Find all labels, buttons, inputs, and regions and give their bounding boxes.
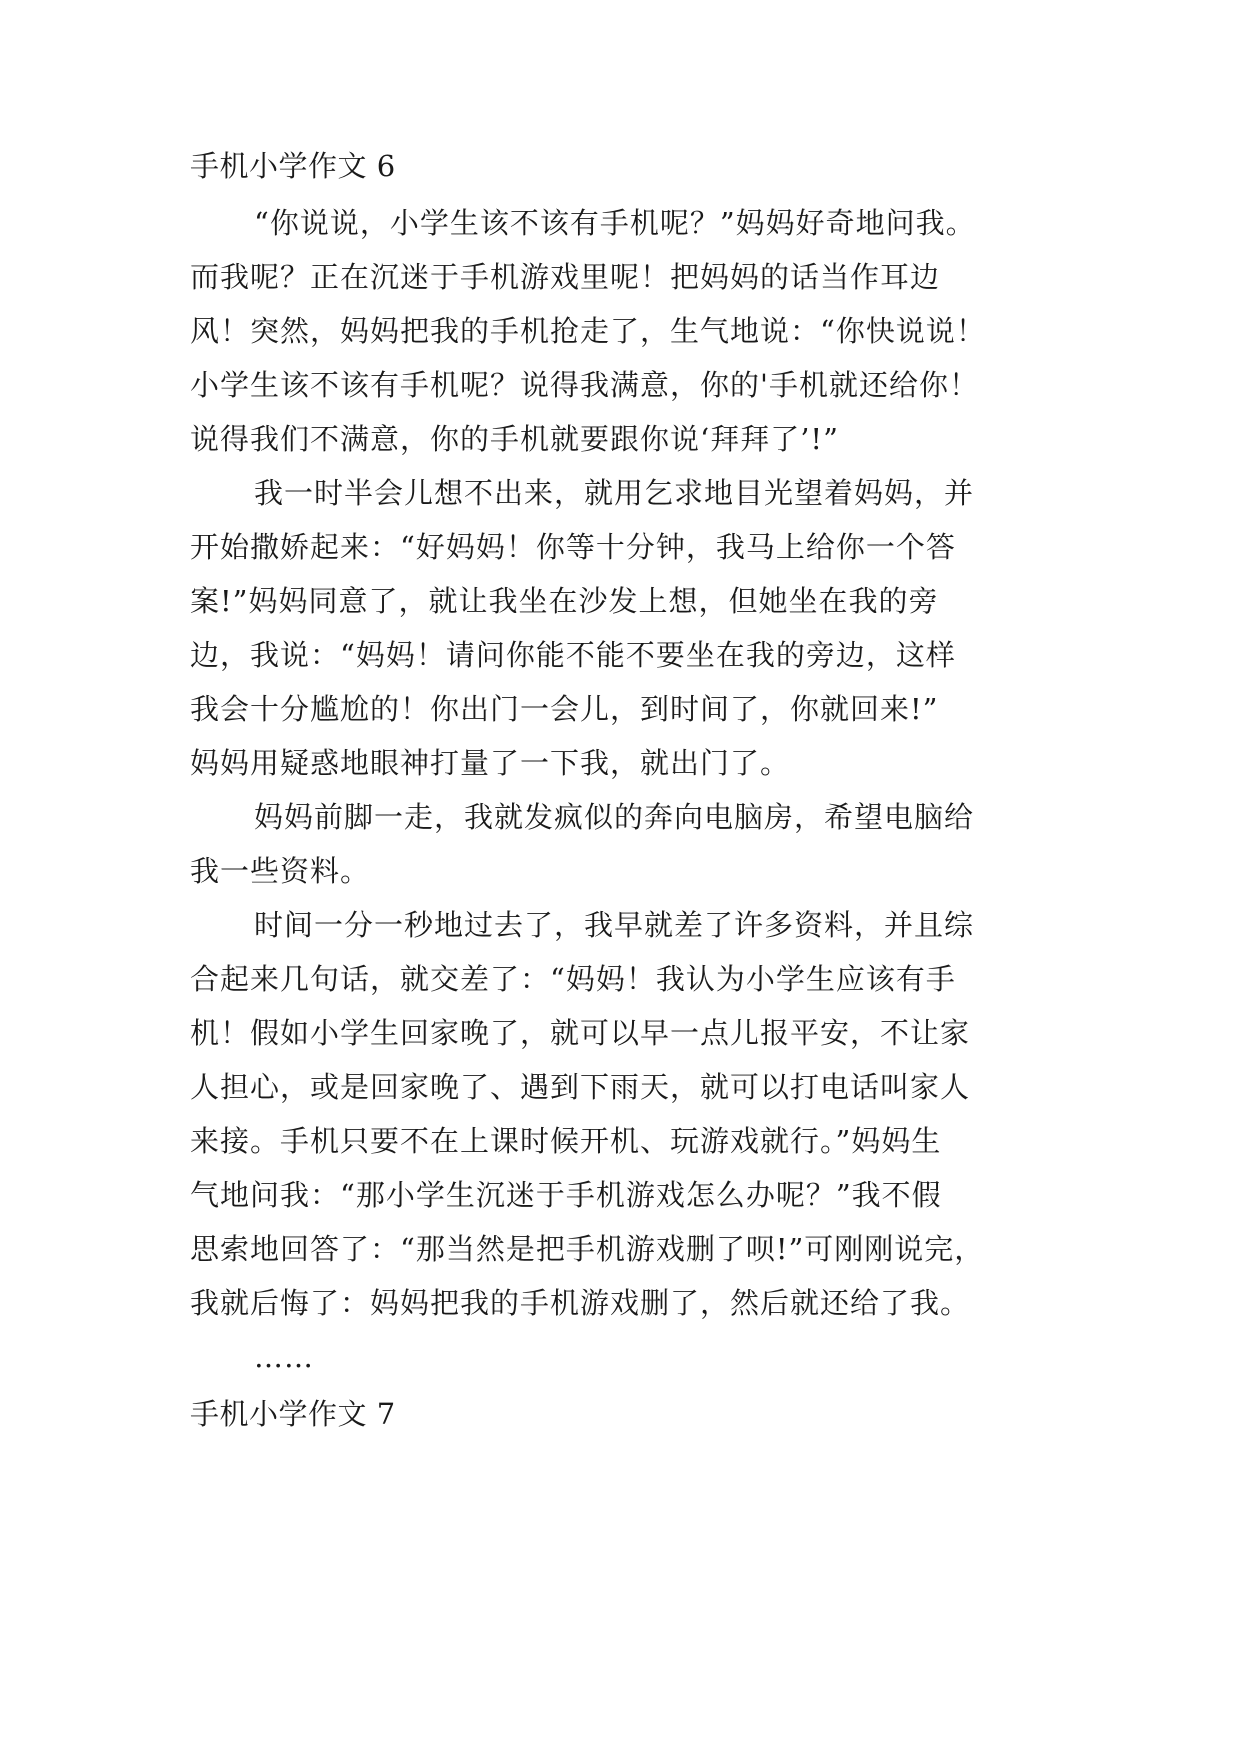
paragraph-3-line-2: 我一些资料。	[190, 854, 371, 888]
paragraph-1-line-5: 说得我们不满意，你的手机就要跟你说‘拜拜了’!”	[190, 422, 839, 456]
paragraph-4-line-3: 机！假如小学生回家晚了，就可以早一点儿报平安，不让家	[190, 1016, 971, 1050]
paragraph-4-line-8: 我就后悔了：妈妈把我的手机游戏删了，然后就还给了我。	[190, 1286, 971, 1320]
paragraph-1-line-1: “你说说，小学生该不该有手机呢？”妈妈好奇地问我。	[254, 206, 976, 240]
paragraph-2-line-3: 案!”妈妈同意了，就让我坐在沙发上想，但她坐在我的旁	[190, 584, 939, 618]
paragraph-2-line-1: 我一时半会儿想不出来，就用乞求地目光望着妈妈，并	[254, 476, 975, 510]
paragraph-2-line-6: 妈妈用疑惑地眼神打量了一下我，就出门了。	[190, 746, 791, 780]
paragraph-4-line-7: 思索地回答了：“那当然是把手机游戏删了呗!”可刚刚说完，	[190, 1232, 985, 1266]
paragraph-4-line-2: 合起来几句话，就交差了：“妈妈！我认为小学生应该有手	[190, 962, 956, 996]
paragraph-1-line-2: 而我呢？正在沉迷于手机游戏里呢！把妈妈的话当作耳边	[190, 260, 941, 294]
paragraph-1-line-3: 风！突然，妈妈把我的手机抢走了，生气地说：“你快说说！	[190, 314, 986, 348]
paragraph-4-line-4: 人担心，或是回家晚了、遇到下雨天，就可以打电话叫家人	[190, 1070, 971, 1104]
paragraph-4-line-1: 时间一分一秒地过去了，我早就差了许多资料，并且综	[254, 908, 975, 942]
paragraph-2-line-5: 我会十分尴尬的！你出门一会儿，到时间了，你就回来!”	[190, 692, 939, 726]
ellipsis-line: ……	[254, 1340, 314, 1374]
paragraph-1-line-4: 小学生该不该有手机呢？说得我满意，你的'手机就还给你！	[190, 368, 979, 402]
essay-6-heading: 手机小学作文 6	[190, 149, 396, 183]
paragraph-3-line-1: 妈妈前脚一走，我就发疯似的奔向电脑房，希望电脑给	[254, 800, 975, 834]
paragraph-4-line-5: 来接。手机只要不在上课时候开机、玩游戏就行。”妈妈生	[190, 1124, 942, 1158]
essay-7-heading: 手机小学作文 7	[190, 1397, 396, 1431]
paragraph-2-line-2: 开始撒娇起来：“好妈妈！你等十分钟，我马上给你一个答	[190, 530, 956, 564]
paragraph-2-line-4: 边，我说：“妈妈！请问你能不能不要坐在我的旁边，这样	[190, 638, 956, 672]
paragraph-4-line-6: 气地问我：“那小学生沉迷于手机游戏怎么办呢？”我不假	[190, 1178, 942, 1212]
